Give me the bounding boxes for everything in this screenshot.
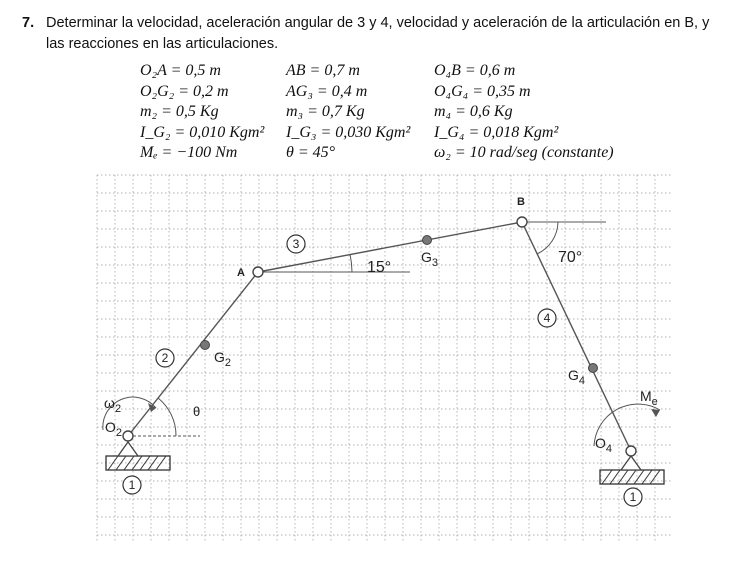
link-1-right-label: 1 <box>629 490 637 504</box>
mass-center-g2 <box>201 341 210 350</box>
angle-70-arc <box>537 222 558 254</box>
given-m4: m₄ = 0,6 Kg <box>434 103 513 121</box>
problem-text-line2: las reacciones en las articulaciones. <box>46 36 279 52</box>
given-m2: m₂ = 0,5 Kg <box>140 103 219 121</box>
label-angle-70: 70° <box>558 249 583 266</box>
joint-b <box>517 217 527 227</box>
label-g2: $G_2$ <box>214 349 232 369</box>
given-omega2: ω₂ = 10 rad/seg (constante) <box>434 144 614 162</box>
label-me: $M_e$ <box>640 388 658 408</box>
label-o2: $O_2$ <box>105 419 123 439</box>
given-ab: AB = 0,7 m <box>286 62 360 80</box>
given-o4b: O₄B = 0,6 m <box>434 62 516 80</box>
given-o2g2: O₂G₂ = 0,2 m <box>140 82 229 100</box>
given-o2a: O₂A = 0,5 m <box>140 62 221 80</box>
link-4-label: 4 <box>543 311 551 325</box>
label-g3: $G_3$ <box>421 249 439 269</box>
problem-text-line1: Determinar la velocidad, aceleración angular de 3 y 4, velocidad y aceleración de la articulación en B, y <box>46 15 710 31</box>
angle-15-arc <box>350 254 352 272</box>
grid <box>97 175 671 543</box>
ground-right <box>600 456 664 484</box>
label-o4: $O_4$ <box>595 435 613 455</box>
link-3-label: 3 <box>292 237 300 251</box>
given-ig4: I_G₄ = 0,018 Kgm² <box>434 123 559 141</box>
given-ag3: AG₃ = 0,4 m <box>286 82 368 100</box>
joint-o4 <box>626 446 636 456</box>
mass-center-g3 <box>423 236 432 245</box>
theta-arc <box>158 398 176 436</box>
given-o4g4: O₄G₄ = 0,35 m <box>434 82 531 100</box>
link-1-left-label: 1 <box>128 478 136 492</box>
label-theta: θ <box>193 404 201 419</box>
given-theta: θ = 45° <box>286 144 336 162</box>
joint-a <box>253 267 263 277</box>
label-b: B <box>517 196 525 208</box>
given-me: Mₑ = −100 Nm <box>140 144 238 162</box>
given-ig3: I_G₃ = 0,030 Kgm² <box>286 123 411 141</box>
joint-o2 <box>123 431 133 441</box>
label-g4: $G_4$ <box>568 367 586 387</box>
given-ig2: I_G₂ = 0,010 Kgm² <box>140 123 265 141</box>
ground-left <box>106 442 170 470</box>
label-angle-15: 15° <box>367 259 392 276</box>
mass-center-g4 <box>589 364 598 373</box>
me-arrowhead <box>651 409 660 417</box>
label-omega2: $\omega_2$ <box>104 395 122 415</box>
given-m3: m₃ = 0,7 Kg <box>286 103 365 121</box>
link-2-label: 2 <box>161 351 169 365</box>
label-a: A <box>237 267 245 279</box>
pin-support-o2 <box>118 442 138 456</box>
problem-number: 7. <box>22 15 35 31</box>
